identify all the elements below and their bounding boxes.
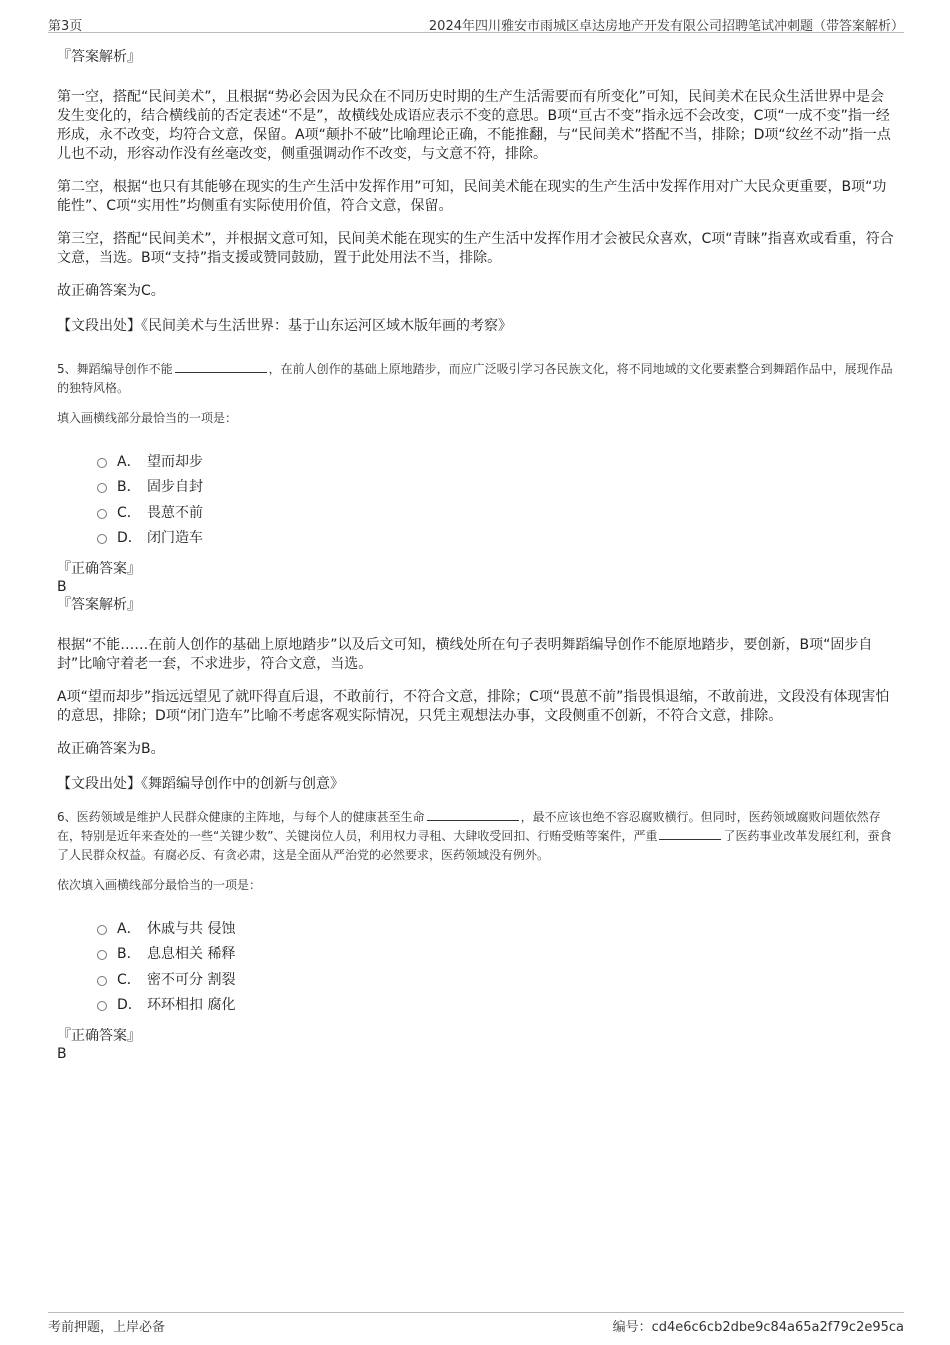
document-title: 2024年四川雅安市雨城区卓达房地产开发有限公司招聘笔试冲刺题（带答案解析） [428, 19, 904, 34]
option-b[interactable] [97, 941, 897, 967]
document-body [57, 48, 897, 1063]
analysis-paragraph: 第三空，搭配“民间美术”，并根据文意可知，民间美术能在现实的生产生活中发挥作用才会被民众喜欢，C项“青睐”指喜欢或看重，符合文意，当选。B项“支持”指支援或赞同鼓励，置于此处用法不当，排除。 [57, 231, 894, 266]
question-5-text [57, 360, 897, 398]
fill-blank [175, 360, 267, 373]
option-text: 息息相关 稀释 [147, 946, 236, 963]
question-6-options [97, 915, 897, 1017]
correct-answer-label: 『正确答案』 [57, 1028, 141, 1044]
option-c[interactable] [97, 499, 897, 525]
page-number: 第3页 [48, 19, 83, 34]
document-id: 编号：cd4e6c6cb2dbe9c84a65a2f79c2e95ca [612, 1320, 904, 1335]
option-letter: B． [117, 946, 141, 963]
option-text: 闭门造车 [147, 530, 203, 547]
analysis-paragraph: A项“望而却步”指远远望见了就吓得直后退，不敢前行，不符合文意，排除；C项“畏葸不前”指畏惧退缩，不敢前进，文段没有体现害怕的意思，排除；D项“闭门造车”比喻不考虑客观实际情况，只凭主观想法办事，文段侧重不创新，不符合文意，排除。 [57, 689, 890, 724]
radio-icon[interactable] [97, 534, 107, 544]
page-header [48, 12, 904, 33]
option-text: 畏葸不前 [147, 504, 203, 521]
option-a[interactable] [97, 915, 897, 941]
fill-blank [427, 808, 519, 821]
option-letter: A． [117, 920, 141, 937]
question-text-part: 6、医药领域是维护人民群众健康的主阵地，与每个人的健康甚至生命 [57, 810, 425, 824]
source-citation: 【文段出处】《民间美术与生活世界：基于山东运河区域木版年画的考察》 [57, 318, 512, 334]
option-letter: B． [117, 479, 141, 496]
correct-answer: B [57, 1046, 67, 1062]
correct-answer-label: 『正确答案』 [57, 561, 141, 577]
question-5-prompt: 填入画横线部分最恰当的一项是： [57, 411, 238, 425]
option-letter: D． [117, 997, 142, 1014]
question-text-part: ，最不应该也绝不容忍腐败横行。但同时，医药领域腐败问题依然存在，特别是近年来查处的一些“关键少数”、关键岗位人员，利用权力寻租、大肆收受回扣、行贿受贿等案件，严重 [57, 810, 881, 843]
footer-slogan: 考前押题，上岸必备 [48, 1320, 166, 1335]
option-d[interactable] [97, 992, 897, 1018]
radio-icon[interactable] [97, 976, 107, 986]
fill-blank [659, 827, 721, 840]
option-letter: A． [117, 453, 141, 470]
question-6-text [57, 808, 897, 865]
source-citation: 【文段出处】《舞蹈编导创作中的创新与创意》 [57, 776, 344, 792]
option-text: 固步自封 [147, 479, 203, 496]
question-text-part: 5、舞蹈编导创作不能 [57, 362, 173, 376]
question-6-prompt: 依次填入画横线部分最恰当的一项是： [57, 878, 262, 892]
option-c[interactable] [97, 966, 897, 992]
correct-answer: B [57, 579, 67, 595]
question-5-options [97, 448, 897, 550]
analysis-label: 『答案解析』 [57, 597, 141, 613]
answer-conclusion: 故正确答案为B。 [57, 741, 165, 757]
option-text: 望而却步 [147, 453, 203, 470]
radio-icon[interactable] [97, 509, 107, 519]
option-letter: D． [117, 530, 142, 547]
analysis-label: 『答案解析』 [57, 49, 141, 65]
option-letter: C． [117, 971, 141, 988]
radio-icon[interactable] [97, 1001, 107, 1011]
analysis-paragraph: 第一空，搭配“民间美术”，且根据“势必会因为民众在不同历史时期的生产生活需要而有所变化”可知，民间美术在民众生活世界中是会发生变化的，结合横线前的否定表述“不是”，故横线处成语应表示不变的意思。B项“亘古不变”指永远不会改变，C项“一成不变”指一经形成，永不改变，均符合文意，保留。A项“颠扑不破”比喻理论正确，不能推翻，与“民间美术”搭配不当，排除；D项“纹丝不动”指一点儿也不动，形容动作没有丝毫改变，侧重强调动作不改变，与文意不符，排除。 [57, 89, 891, 162]
option-b[interactable] [97, 474, 897, 500]
option-text: 休戚与共 侵蚀 [147, 920, 236, 937]
radio-icon[interactable] [97, 950, 107, 960]
option-letter: C． [117, 504, 141, 521]
page-footer [48, 1312, 904, 1335]
analysis-paragraph: 根据“不能……在前人创作的基础上原地踏步”以及后文可知，横线处所在句子表明舞蹈编导创作不能原地踏步，要创新，B项“固步自封”比喻守着老一套，不求进步，符合文意，当选。 [57, 637, 873, 672]
option-d[interactable] [97, 525, 897, 551]
analysis-paragraph: 第二空，根据“也只有其能够在现实的生产生活中发挥作用”可知，民间美术能在现实的生产生活中发挥作用对广大民众更重要，B项“功能性”、C项“实用性”均侧重有实际使用价值，符合文意，保留。 [57, 179, 887, 214]
radio-icon[interactable] [97, 483, 107, 493]
radio-icon[interactable] [97, 925, 107, 935]
question-text-part: 了医药事业改革发展红利，蚕食了人民群众权益。有腐必反、有贪必肃，这是全面从严治党的必然要求，医药领域没有例外。 [57, 829, 892, 862]
radio-icon[interactable] [97, 458, 107, 468]
option-a[interactable] [97, 448, 897, 474]
question-text-part: ，在前人创作的基础上原地踏步，而应广泛吸引学习各民族文化，将不同地域的文化要素整合到舞蹈作品中，展现作品的独特风格。 [57, 362, 893, 395]
answer-conclusion: 故正确答案为C。 [57, 283, 165, 299]
option-text: 密不可分 割裂 [147, 971, 236, 988]
option-text: 环环相扣 腐化 [147, 997, 236, 1014]
